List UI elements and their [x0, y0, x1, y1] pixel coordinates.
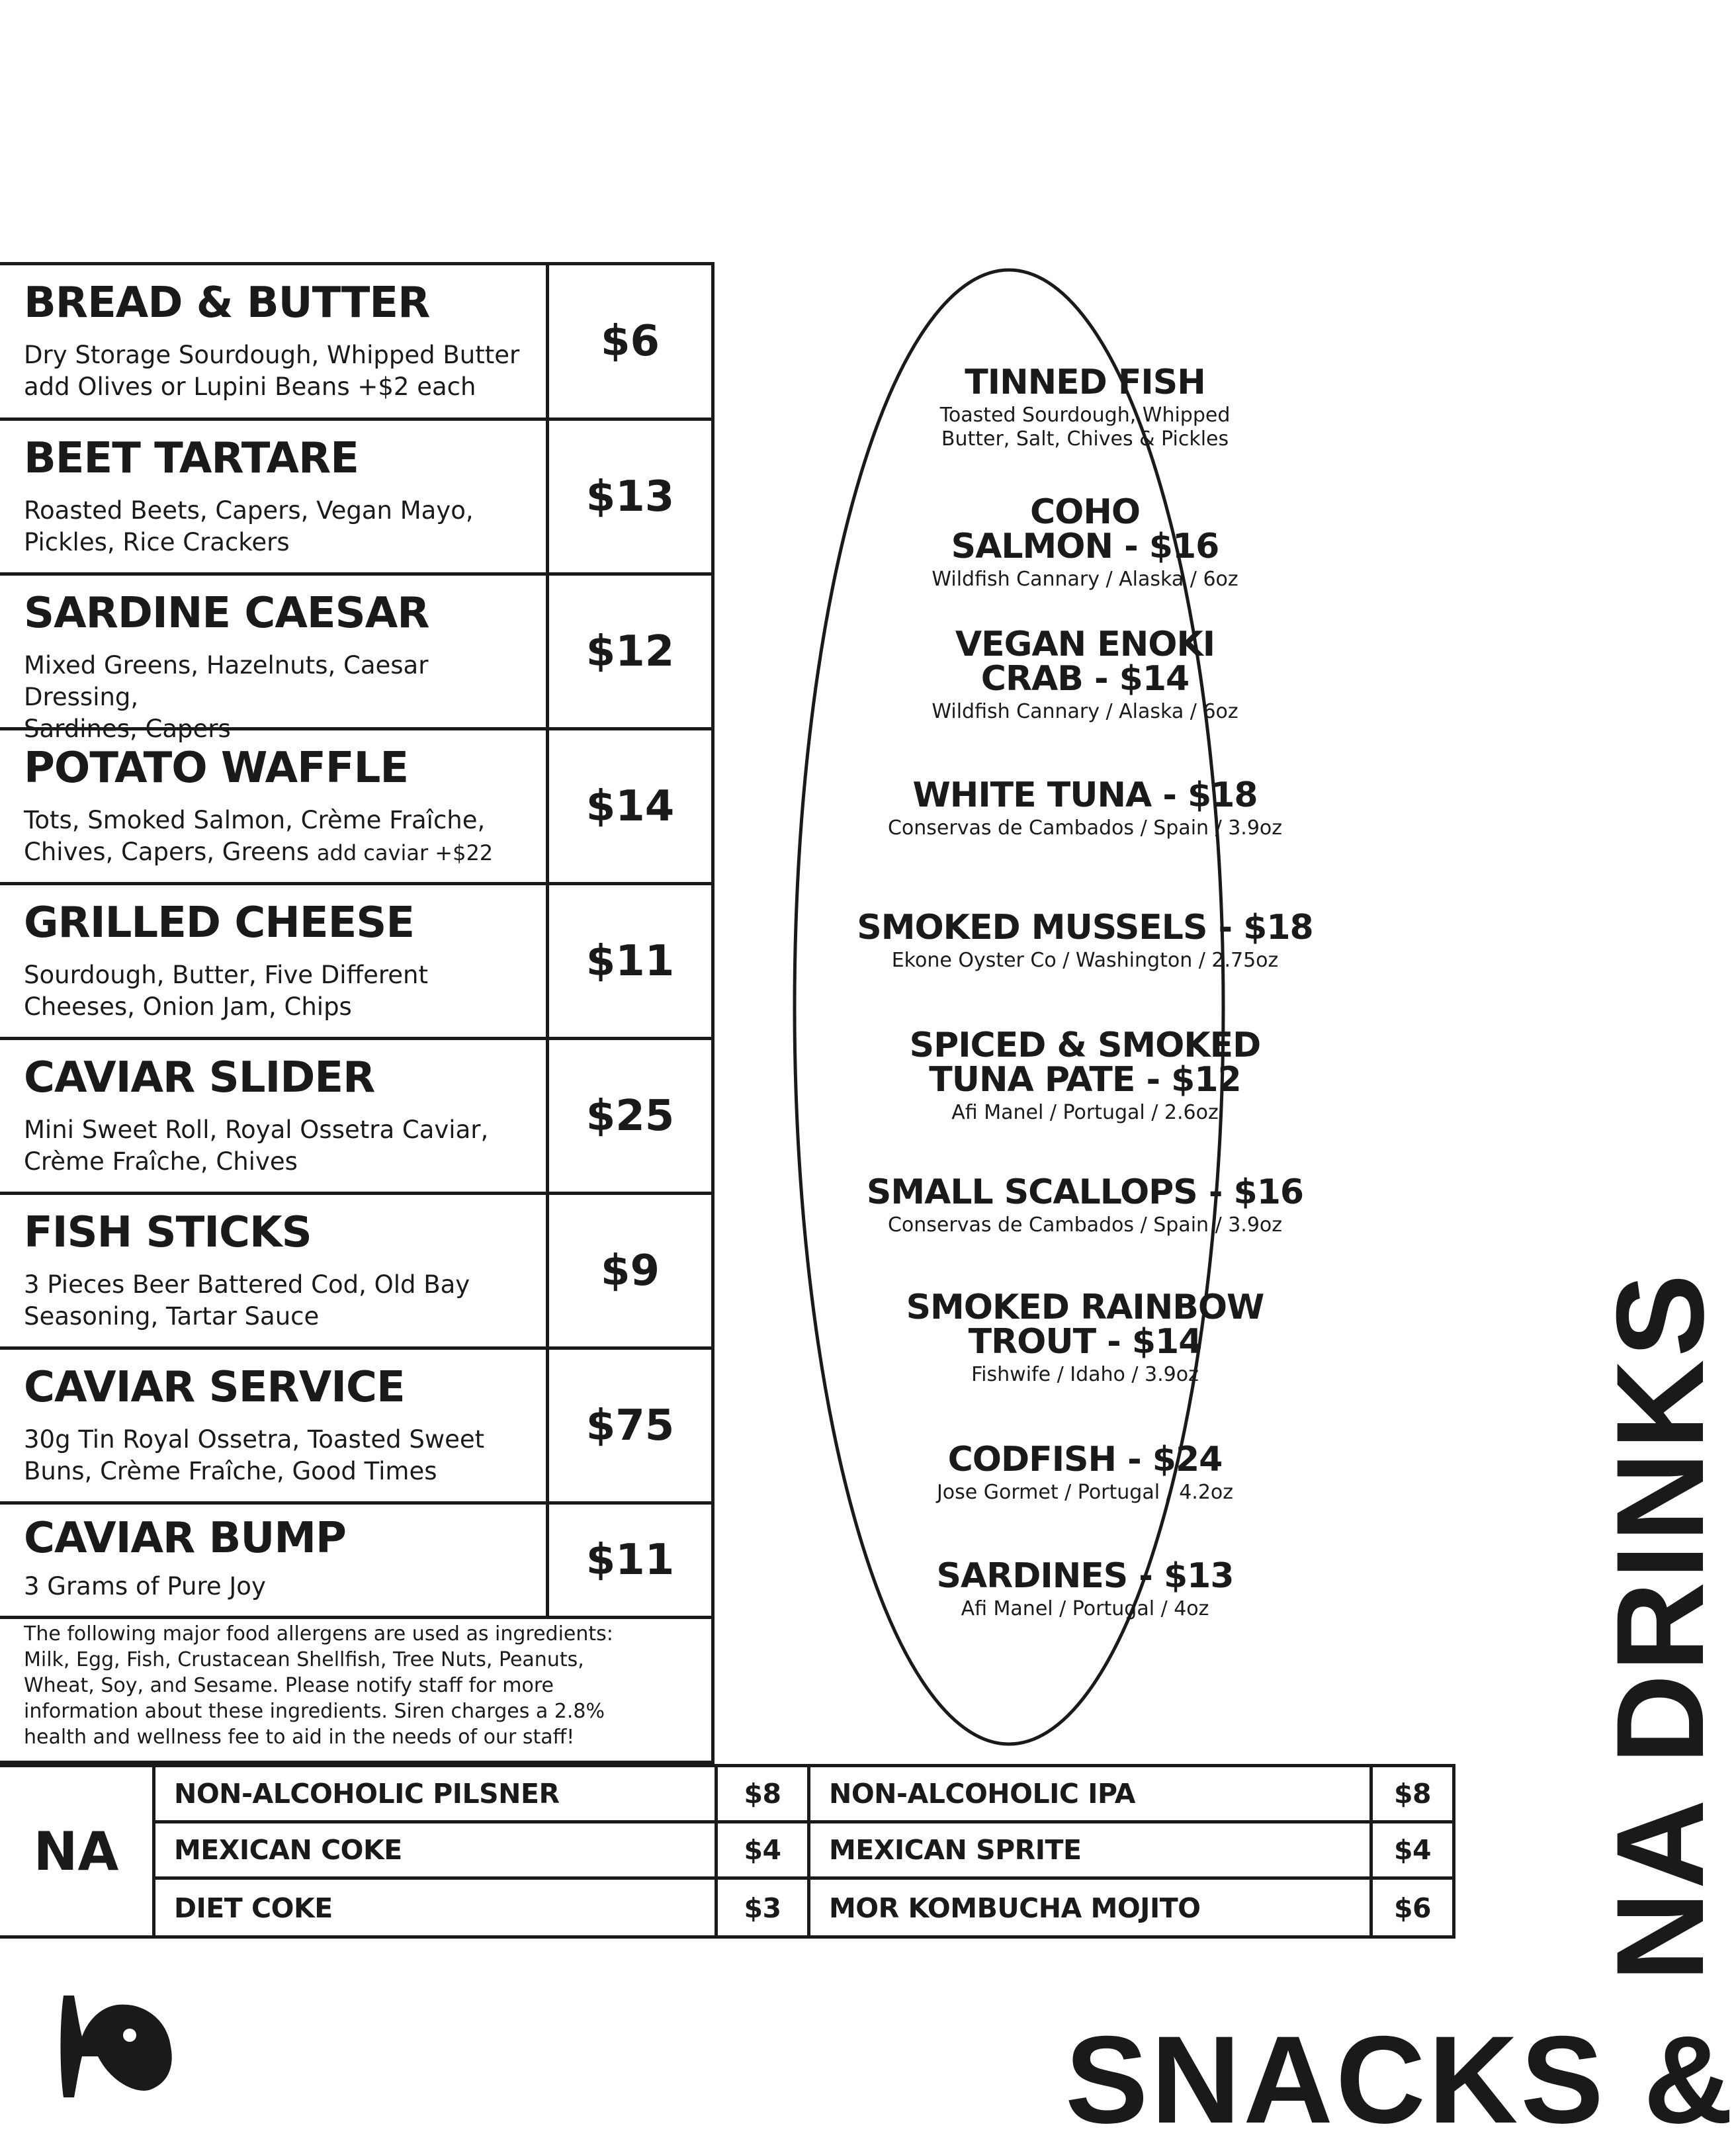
tinned-fish-name: CODFISH - $24 [947, 1440, 1223, 1479]
tinned-fish-title-block [853, 365, 1317, 451]
tinned-fish-item [853, 1556, 1317, 1621]
menu-item-name: POTATO WAFFLE [24, 744, 409, 793]
tinned-fish-item [853, 1172, 1317, 1237]
drink-price: $6 [1369, 1880, 1452, 1936]
tinned-fish-source: Conservas de Cambados / Spain / 3.9oz [887, 1213, 1283, 1237]
na-drinks-table [0, 1764, 1455, 1939]
menu-item-name: CAVIAR SERVICE [24, 1363, 405, 1412]
tinned-fish-source: Afi Manel / Portugal / 4oz [961, 1597, 1209, 1620]
menu-item-name: BEET TARTARE [24, 434, 359, 483]
tinned-fish-item [853, 492, 1317, 592]
menu-item [0, 730, 711, 885]
tinned-fish-item [853, 910, 1317, 973]
menu-item-description: 3 Grams of Pure Joy [24, 1572, 266, 1601]
menu-item [0, 1040, 711, 1195]
page-heading-side: NA DRINKS [1590, 1271, 1729, 1982]
menu-item-description: Mini Sweet Roll, Royal Ossetra Caviar, Crème Fraîche, Chives [24, 1116, 489, 1176]
tinned-fish-item [853, 1028, 1317, 1125]
tinned-fish-item [853, 627, 1317, 724]
menu-item-name: FISH STICKS [24, 1208, 312, 1257]
tinned-fish-source: Conservas de Cambados / Spain / 3.9oz [887, 816, 1283, 840]
tinned-fish-title: TINNED FISH [965, 363, 1205, 402]
tinned-fish-source: Jose Gormet / Portugal / 4.2oz [936, 1481, 1234, 1504]
tinned-fish-source: Wildfish Cannary / Alaska / 6oz [932, 568, 1238, 591]
tinned-fish-name: SMALL SCALLOPS - $16 [866, 1172, 1304, 1212]
drink-price: $4 [715, 1823, 807, 1880]
menu-item-addon: add caviar +$22 [316, 840, 494, 865]
menu-item-price: $14 [586, 781, 675, 831]
menu-item-description: 3 Pieces Beer Battered Cod, Old Bay Seasoning, Tartar Sauce [24, 1270, 470, 1331]
menu-item-price: $11 [586, 1536, 675, 1585]
menu-item-description: 30g Tin Royal Ossetra, Toasted Sweet Buns, Crème Fraîche, Good Times [24, 1425, 485, 1485]
menu-item-price: $9 [600, 1246, 660, 1295]
tinned-fish-name: SARDINES - $13 [936, 1556, 1234, 1596]
tinned-fish-name: VEGAN ENOKI CRAB - $14 [955, 625, 1215, 699]
allergen-notice: The following major food allergens are used as ingredients: Milk, Egg, Fish, Crustacean Shellfish, Tree Nuts, Peanuts, Wheat, Soy, and Sesame. Please notify staff for more information about these ingredients. Siren charges a 2.8% health and wellness fee to aid in the needs of our staff! [24, 1622, 613, 1749]
menu-item-description: Roasted Beets, Capers, Vegan Mayo, Pickles, Rice Crackers [24, 496, 474, 556]
menu-item-price: $11 [586, 936, 675, 986]
tinned-fish-source: Afi Manel / Portugal / 2.6oz [951, 1101, 1219, 1124]
menu-item [0, 885, 711, 1040]
tinned-fish-item [853, 1290, 1317, 1387]
menu-item [0, 265, 711, 421]
tinned-fish-name: WHITE TUNA - $18 [912, 775, 1258, 815]
tinned-fish-item [853, 775, 1317, 840]
menu-item-description: Tots, Smoked Salmon, Crème Fraîche, Chives, Capers, Greens add caviar +$22 [24, 806, 494, 866]
tinned-fish-item [853, 1442, 1317, 1505]
tinned-fish-name: COHO SALMON - $16 [951, 492, 1219, 566]
drink-name: MEXICAN COKE [155, 1823, 715, 1880]
tinned-fish-name: SPICED & SMOKED TUNA PATE - $12 [909, 1026, 1261, 1100]
drink-price: $4 [1369, 1823, 1452, 1880]
drink-name: NON-ALCOHOLIC IPA [807, 1767, 1369, 1823]
menu-item-price: $75 [586, 1401, 675, 1450]
menu-item-name: CAVIAR BUMP [24, 1514, 346, 1563]
drink-price: $3 [715, 1880, 807, 1936]
drink-price: $8 [1369, 1767, 1452, 1823]
menu-item-description: Sourdough, Butter, Five Different Cheeses, Onion Jam, Chips [24, 961, 428, 1021]
tinned-fish-subtitle: Toasted Sourdough, Whipped Butter, Salt, Chives & Pickles [939, 404, 1231, 451]
menu-item [0, 1350, 711, 1505]
tinned-fish-name: SMOKED RAINBOW TROUT - $14 [906, 1288, 1264, 1362]
menu-item-description: Dry Storage Sourdough, Whipped Butter add Olives or Lupini Beans +$2 each [24, 341, 520, 401]
menu-item [0, 1195, 711, 1350]
tinned-fish-name: SMOKED MUSSELS - $18 [857, 908, 1313, 947]
menu-item [0, 576, 711, 743]
menu-item-name: BREAD & BUTTER [24, 279, 430, 328]
drink-name: NON-ALCOHOLIC PILSNER [155, 1767, 715, 1823]
menu-item [0, 421, 711, 576]
page-heading-bottom: SNACKS & [1065, 2010, 1736, 2149]
drink-name: MEXICAN SPRITE [807, 1823, 1369, 1880]
menu-item-price: $6 [600, 317, 660, 366]
tinned-fish-source: Fishwife / Idaho / 3.9oz [971, 1363, 1199, 1386]
drink-price: $8 [715, 1767, 807, 1823]
tinned-fish-source: Wildfish Cannary / Alaska / 6oz [932, 700, 1238, 723]
menu-item-name: GRILLED CHEESE [24, 899, 415, 947]
food-menu-table [0, 262, 715, 1764]
menu-item-description: Mixed Greens, Hazelnuts, Caesar Dressing, Sardines, Capers [24, 651, 429, 743]
drink-name: DIET COKE [174, 1892, 333, 1924]
menu-item [0, 1505, 711, 1619]
drink-name: MOR KOMBUCHA MOJITO [807, 1880, 1369, 1936]
na-label: NA [0, 1767, 155, 1935]
tinned-fish-source: Ekone Oyster Co / Washington / 2.75oz [891, 949, 1279, 972]
menu-item-price: $25 [586, 1091, 675, 1141]
tinned-fish-oval [791, 266, 1227, 1748]
menu-item-price: $13 [586, 472, 675, 521]
fish-logo-icon [52, 1984, 177, 2109]
menu-item-name: CAVIAR SLIDER [24, 1053, 375, 1102]
menu-item-price: $12 [586, 627, 675, 676]
menu-item-name: SARDINE CAESAR [24, 589, 429, 638]
